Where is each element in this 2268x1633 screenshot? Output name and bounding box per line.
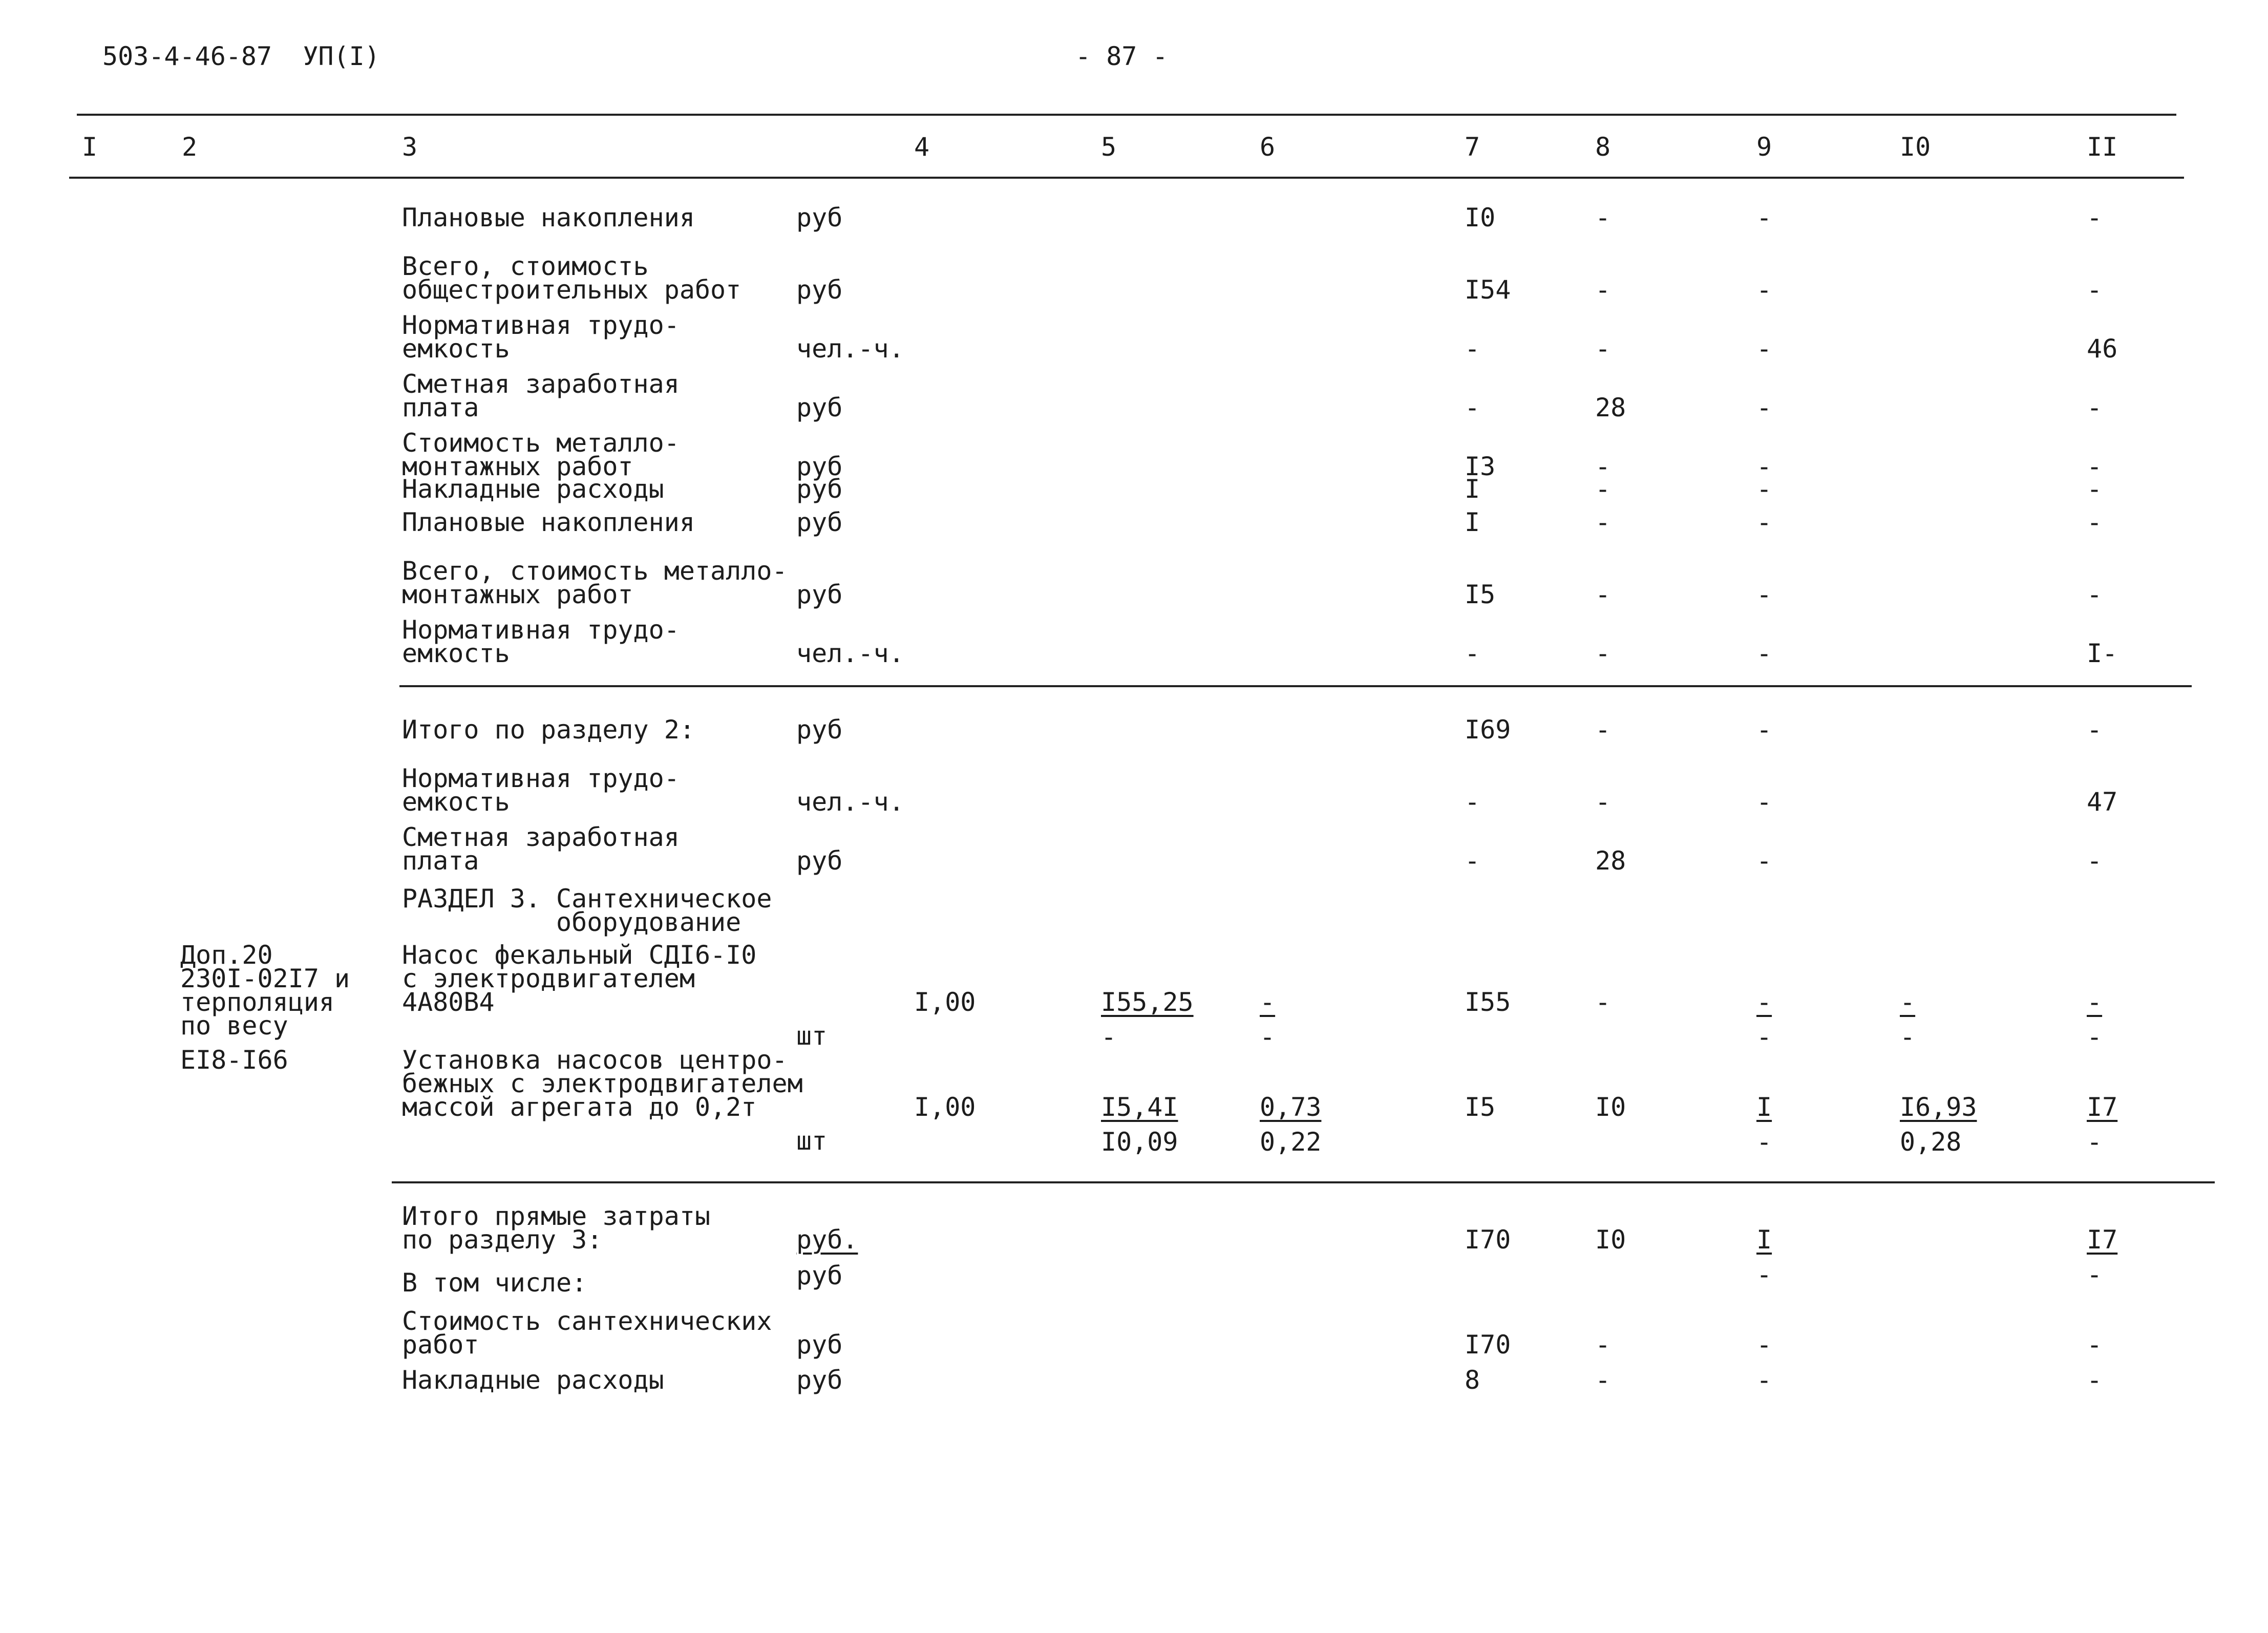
page-number: - 87 - [1075,41,1168,71]
row-label: массой агрегата до 0,2т [402,1092,757,1122]
value-col-8: - [1595,507,1611,537]
unit-of-measure: руб [796,275,843,305]
value-col-7: - [1465,846,1480,876]
value-col-7: - [1465,787,1480,817]
row-label: Накладные расходы [402,474,664,504]
value-col-9-lower: - [1756,1260,1772,1289]
row-label: бежных с электродвигателем [402,1069,803,1098]
value-col-7: I5 [1465,580,1496,609]
value-col-10: - [1900,987,1916,1017]
row-label: Сметная заработная [402,822,680,852]
value-col-6: - [1260,987,1276,1017]
value-col-9: - [1756,275,1772,305]
section-divider [392,1181,2215,1183]
unit-of-measure: руб [796,452,843,481]
value-col-8: - [1595,452,1611,481]
value-col-10-lower: - [1900,1022,1916,1052]
unit-of-measure: чел.-ч. [796,639,904,668]
unit-of-measure: руб [796,715,843,745]
row-label: емкость [402,639,510,668]
row-label: Всего, стоимость металло- [402,556,788,586]
value-col-9: I [1756,1092,1772,1122]
value-col-9: - [1756,203,1772,232]
row-label: Нормативная трудо- [402,615,680,645]
value-col-7: 8 [1465,1365,1480,1395]
row-label: Итого прямые затраты [402,1201,711,1231]
value-col-7: I54 [1465,275,1511,305]
row-label: Накладные расходы [402,1365,664,1395]
reference-code: 230I-02I7 и [180,964,350,993]
value-col-9: - [1756,507,1772,537]
value-col-8: I0 [1595,1225,1626,1255]
column-number: 3 [402,132,418,162]
value-col-7: I0 [1465,203,1496,232]
unit-of-measure: руб [796,393,843,422]
row-label: общестроительных работ [402,275,741,305]
value-col-7: - [1465,393,1480,422]
row-label: плата [402,393,479,422]
column-number: 7 [1465,132,1480,162]
column-number: 5 [1101,132,1117,162]
row-label: работ [402,1330,479,1360]
value-col-7: I3 [1465,452,1496,481]
value-col-9: - [1756,1330,1772,1360]
unit-of-measure: руб [796,1261,843,1290]
value-col-9: - [1756,987,1772,1017]
value-col-4: I,00 [914,1092,976,1122]
value-col-6: 0,73 [1260,1092,1322,1122]
value-col-11: - [2087,715,2103,745]
value-col-11: - [2087,1365,2103,1395]
unit-of-measure: шт [796,1126,828,1156]
value-col-11-lower: - [2087,1022,2103,1052]
value-col-5-lower: I0,09 [1101,1127,1178,1157]
value-col-8: 28 [1595,846,1626,876]
value-col-9: - [1756,1365,1772,1395]
unit-of-measure: руб [796,1330,843,1360]
value-col-8: - [1595,474,1611,504]
value-col-11-lower: - [2087,1127,2103,1157]
row-label: Сметная заработная [402,369,680,399]
value-col-11: - [2087,987,2103,1017]
value-col-7: I [1465,507,1480,537]
row-label: Стоимость металло- [402,428,680,458]
value-col-8: - [1595,987,1611,1017]
column-number: 8 [1595,132,1611,162]
value-col-9: - [1756,474,1772,504]
value-col-9: - [1756,787,1772,817]
column-number: 9 [1756,132,1772,162]
row-label: по разделу 3: [402,1225,603,1255]
row-label: плата [402,846,479,876]
value-col-7: I70 [1465,1225,1511,1255]
unit-of-measure: руб [796,1365,843,1395]
value-col-9: - [1756,846,1772,876]
value-col-11: I7 [2087,1225,2118,1255]
value-col-11: - [2087,203,2103,232]
row-label: монтажных работ [402,452,633,481]
column-number: I0 [1900,132,1931,162]
value-col-11: - [2087,846,2103,876]
row-label: Установка насосов центро- [402,1045,788,1075]
unit-of-measure: чел.-ч. [796,787,904,817]
reference-code: Доп.20 [180,940,273,970]
value-col-5-lower: - [1101,1022,1117,1052]
row-label: оборудование [402,907,741,937]
column-number: II [2087,132,2118,162]
unit-of-measure: руб [796,846,843,876]
reference-code: ЕI8-I66 [180,1045,288,1075]
value-col-9: - [1756,452,1772,481]
value-col-8: - [1595,580,1611,609]
value-col-8: - [1595,1365,1611,1395]
row-label: емкость [402,787,510,817]
column-number: I [82,132,98,162]
value-col-11: - [2087,507,2103,537]
column-number: 6 [1260,132,1276,162]
unit-of-measure: руб. [796,1225,858,1255]
top-rule [77,114,2176,116]
value-col-9-lower: - [1756,1022,1772,1052]
unit-of-measure: шт [796,1021,828,1051]
value-col-6-lower: - [1260,1022,1276,1052]
row-label: Насос фекальный СДI6-I0 [402,940,757,970]
value-col-11: - [2087,1330,2103,1360]
row-label: Нормативная трудо- [402,310,680,340]
row-label: Всего, стоимость [402,251,649,281]
value-col-7: I69 [1465,715,1511,745]
section-divider [399,685,2192,687]
value-col-9-lower: - [1756,1127,1772,1157]
value-col-11: - [2087,452,2103,481]
unit-of-measure: чел.-ч. [796,334,904,364]
value-col-8: - [1595,715,1611,745]
value-col-11: 47 [2087,787,2118,817]
value-col-9: - [1756,715,1772,745]
document-code: 503-4-46-87 УП(I) [102,41,380,71]
row-label: В том числе: [402,1268,587,1298]
value-col-8: - [1595,639,1611,668]
row-label: Плановые накопления [402,203,695,232]
value-col-11: - [2087,275,2103,305]
value-col-8: - [1595,203,1611,232]
value-col-7: - [1465,334,1480,364]
value-col-8: I0 [1595,1092,1626,1122]
row-label: Нормативная трудо- [402,764,680,793]
row-label: Стоимость сантехнических [402,1306,772,1336]
row-label: Итого по разделу 2: [402,715,695,745]
value-col-11: 46 [2087,334,2118,364]
row-label: РАЗДЕЛ 3. Сантехническое [402,884,772,914]
column-number: 2 [182,132,198,162]
row-label: 4А80В4 [402,987,495,1017]
value-col-11: I7 [2087,1092,2118,1122]
value-col-11: - [2087,474,2103,504]
value-col-8: - [1595,275,1611,305]
unit-of-measure: руб [796,474,843,504]
value-col-7: - [1465,639,1480,668]
unit-of-measure: руб [796,507,843,537]
value-col-10-lower: 0,28 [1900,1127,1962,1157]
value-col-9: - [1756,580,1772,609]
row-label: монтажных работ [402,580,633,609]
reference-code: терполяция [180,987,335,1017]
value-col-11: - [2087,393,2103,422]
unit-of-measure: руб [796,203,843,232]
value-col-5: I5,4I [1101,1092,1178,1122]
row-label: с электродвигателем [402,964,695,993]
row-label: Плановые накопления [402,507,695,537]
value-col-5: I55,25 [1101,987,1194,1017]
value-col-10: I6,93 [1900,1092,1977,1122]
value-col-7: I70 [1465,1330,1511,1360]
value-col-9: I [1756,1225,1772,1255]
value-col-8: - [1595,1330,1611,1360]
value-col-8: 28 [1595,393,1626,422]
value-col-7: I55 [1465,987,1511,1017]
value-col-7: I5 [1465,1092,1496,1122]
reference-code: по весу [180,1011,288,1041]
unit-of-measure: руб [796,580,843,609]
column-number: 4 [914,132,930,162]
value-col-9: - [1756,393,1772,422]
value-col-6-lower: 0,22 [1260,1127,1322,1157]
value-col-9: - [1756,334,1772,364]
column-header-rule [69,177,2184,179]
value-col-8: - [1595,334,1611,364]
row-label: емкость [402,334,510,364]
value-col-4: I,00 [914,987,976,1017]
value-col-11: I- [2087,639,2118,668]
value-col-11-lower: - [2087,1260,2103,1289]
value-col-8: - [1595,787,1611,817]
value-col-9: - [1756,639,1772,668]
value-col-11: - [2087,580,2103,609]
value-col-7: I [1465,474,1480,504]
